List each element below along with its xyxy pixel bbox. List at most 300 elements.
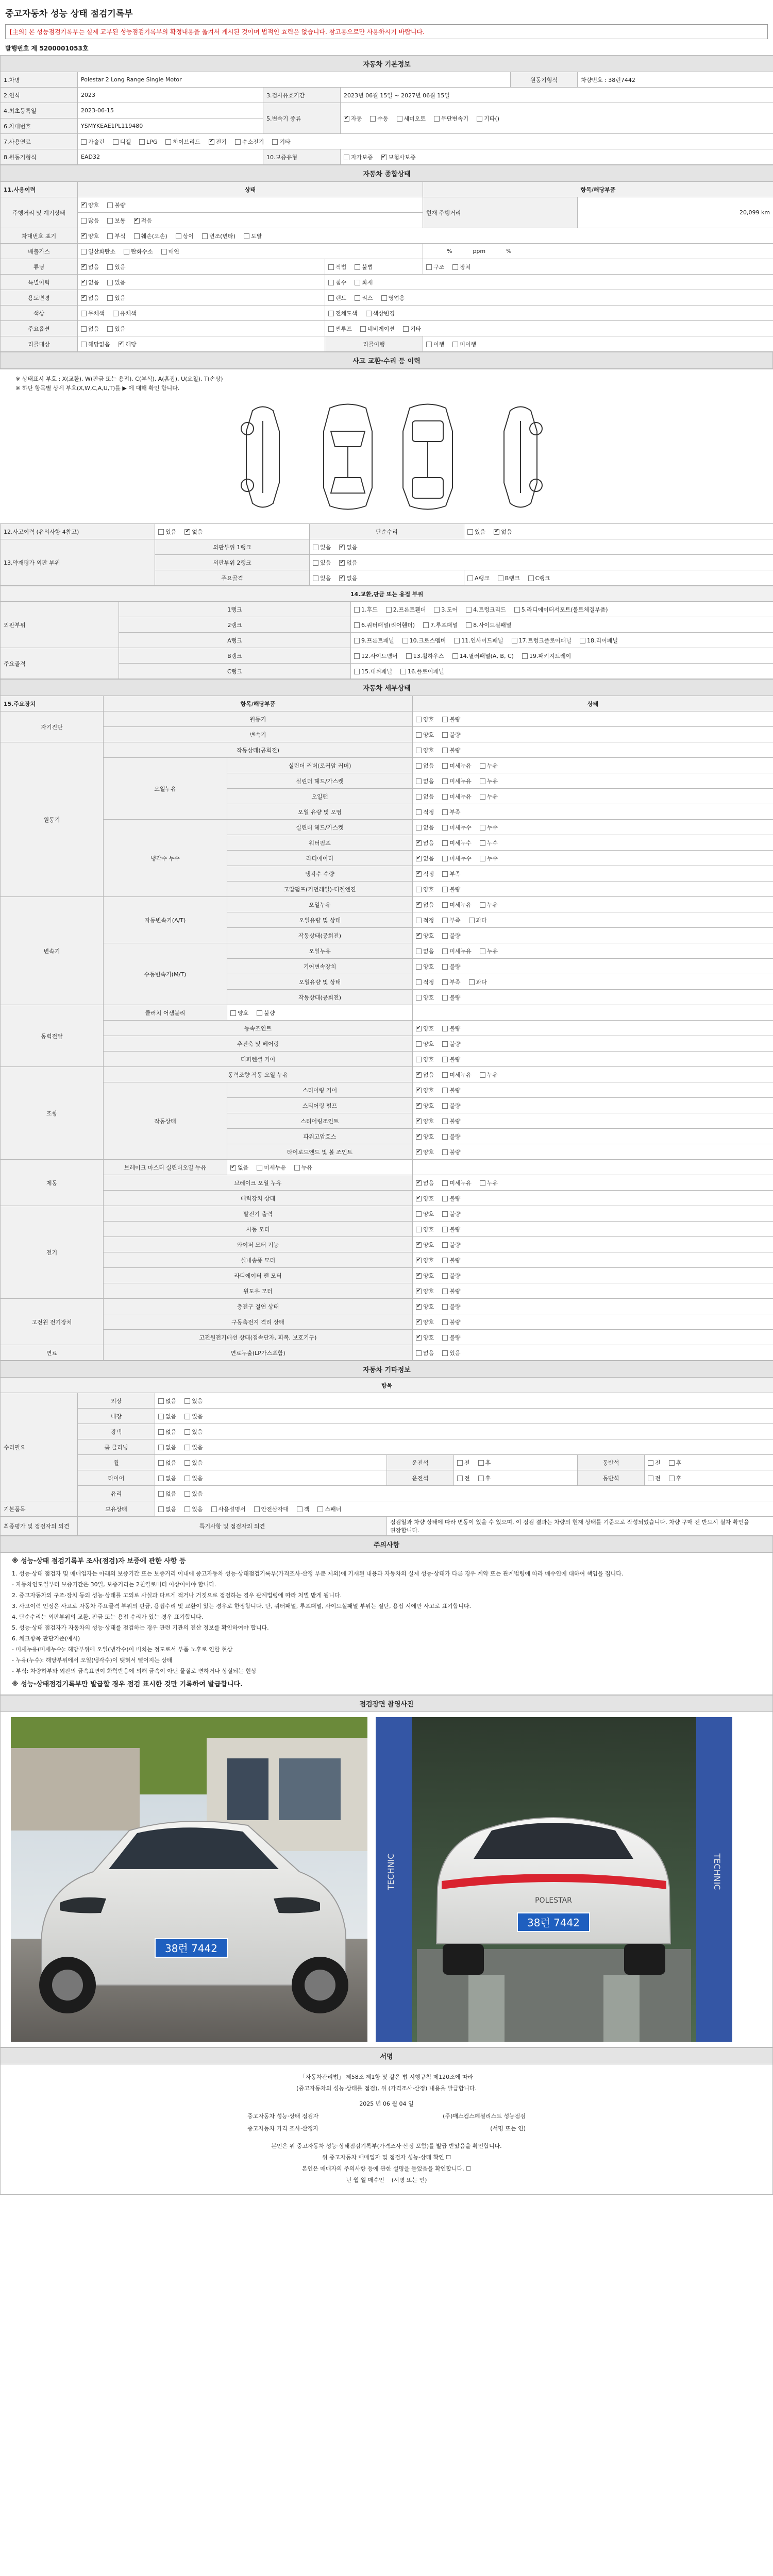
checkbox-empty-icon[interactable] <box>512 638 517 643</box>
checkbox-empty-icon[interactable] <box>480 856 485 861</box>
checkbox-option[interactable] <box>209 138 227 146</box>
checkbox-option[interactable] <box>158 1505 176 1513</box>
checkbox-empty-icon[interactable] <box>294 1165 300 1171</box>
checkbox-option[interactable] <box>184 1428 203 1436</box>
checkbox-option[interactable] <box>403 325 421 333</box>
checkbox-option[interactable] <box>416 1148 434 1156</box>
checkbox-empty-icon[interactable] <box>426 264 432 270</box>
checkbox-empty-icon[interactable] <box>254 1506 260 1512</box>
checkbox-checked-icon[interactable] <box>230 1165 236 1171</box>
checkbox-option[interactable] <box>158 1412 176 1420</box>
checkbox-option[interactable] <box>176 232 194 240</box>
checkbox-empty-icon[interactable] <box>158 529 164 535</box>
checkbox-empty-icon[interactable] <box>452 264 458 270</box>
checkbox-empty-icon[interactable] <box>124 249 129 255</box>
checkbox-empty-icon[interactable] <box>406 653 412 659</box>
checkbox-empty-icon[interactable] <box>328 295 334 301</box>
checkbox-option[interactable] <box>328 263 346 271</box>
checkbox-option[interactable] <box>442 1055 460 1063</box>
checkbox-empty-icon[interactable] <box>480 840 485 846</box>
checkbox-option[interactable] <box>442 746 460 754</box>
checkbox-option[interactable] <box>480 854 498 862</box>
checkbox-option[interactable] <box>512 636 572 645</box>
checkbox-empty-icon[interactable] <box>344 155 349 160</box>
checkbox-option[interactable] <box>328 309 358 317</box>
checkbox-empty-icon[interactable] <box>478 1476 484 1481</box>
checkbox-empty-icon[interactable] <box>480 902 485 908</box>
checkbox-empty-icon[interactable] <box>211 1506 217 1512</box>
checkbox-empty-icon[interactable] <box>469 918 475 923</box>
checkbox-option[interactable] <box>107 263 125 271</box>
checkbox-empty-icon[interactable] <box>416 825 422 831</box>
checkbox-option[interactable] <box>134 232 167 240</box>
checkbox-empty-icon[interactable] <box>81 326 87 332</box>
checkbox-empty-icon[interactable] <box>442 1273 448 1279</box>
checkbox-checked-icon[interactable] <box>416 1072 422 1078</box>
checkbox-option[interactable] <box>442 1071 472 1079</box>
checkbox-option[interactable] <box>416 1194 434 1202</box>
checkbox-checked-icon[interactable] <box>416 933 422 939</box>
checkbox-empty-icon[interactable] <box>480 778 485 784</box>
checkbox-empty-icon[interactable] <box>370 116 376 122</box>
checkbox-checked-icon[interactable] <box>494 529 499 535</box>
checkbox-checked-icon[interactable] <box>81 280 87 285</box>
checkbox-option[interactable] <box>416 1225 434 1233</box>
checkbox-empty-icon[interactable] <box>416 748 422 753</box>
checkbox-option[interactable] <box>480 761 498 770</box>
checkbox-option[interactable] <box>416 916 434 924</box>
checkbox-option[interactable] <box>480 823 498 832</box>
checkbox-option[interactable] <box>354 621 415 629</box>
checkbox-option[interactable] <box>454 636 503 645</box>
checkbox-empty-icon[interactable] <box>442 1149 448 1155</box>
checkbox-option[interactable] <box>442 1086 460 1094</box>
checkbox-checked-icon[interactable] <box>416 1242 422 1248</box>
checkbox-empty-icon[interactable] <box>161 249 167 255</box>
checkbox-option[interactable] <box>81 309 105 317</box>
checkbox-empty-icon[interactable] <box>442 1350 448 1356</box>
checkbox-option[interactable] <box>416 823 434 832</box>
checkbox-option[interactable] <box>184 1412 203 1420</box>
checkbox-option[interactable] <box>328 278 346 286</box>
checkbox-option[interactable] <box>514 605 608 614</box>
checkbox-empty-icon[interactable] <box>452 342 458 347</box>
checkbox-checked-icon[interactable] <box>416 1258 422 1263</box>
checkbox-empty-icon[interactable] <box>403 326 409 332</box>
checkbox-option[interactable] <box>134 216 152 225</box>
checkbox-option[interactable] <box>366 309 395 317</box>
checkbox-empty-icon[interactable] <box>442 1211 448 1217</box>
checkbox-empty-icon[interactable] <box>354 669 360 674</box>
checkbox-option[interactable] <box>416 1101 434 1110</box>
checkbox-option[interactable] <box>442 962 460 971</box>
checkbox-empty-icon[interactable] <box>442 794 448 800</box>
checkbox-option[interactable] <box>442 1333 460 1342</box>
checkbox-option[interactable] <box>257 1163 286 1172</box>
checkbox-option[interactable] <box>211 1505 246 1513</box>
checkbox-option[interactable] <box>648 1459 661 1467</box>
checkbox-checked-icon[interactable] <box>134 218 140 224</box>
checkbox-checked-icon[interactable] <box>184 529 190 535</box>
checkbox-option[interactable] <box>416 1318 434 1326</box>
checkbox-option[interactable] <box>158 1489 176 1498</box>
checkbox-option[interactable] <box>442 947 472 955</box>
checkbox-empty-icon[interactable] <box>416 1041 422 1047</box>
checkbox-empty-icon[interactable] <box>272 139 278 145</box>
checkbox-empty-icon[interactable] <box>442 979 448 985</box>
checkbox-checked-icon[interactable] <box>416 1103 422 1109</box>
checkbox-empty-icon[interactable] <box>107 202 113 208</box>
checkbox-option[interactable] <box>480 777 498 785</box>
checkbox-empty-icon[interactable] <box>442 763 448 769</box>
checkbox-empty-icon[interactable] <box>297 1506 303 1512</box>
checkbox-empty-icon[interactable] <box>648 1476 653 1481</box>
checkbox-checked-icon[interactable] <box>119 342 124 347</box>
checkbox-option[interactable] <box>184 1459 203 1467</box>
checkbox-empty-icon[interactable] <box>313 575 318 581</box>
checkbox-option[interactable] <box>669 1474 682 1482</box>
checkbox-option[interactable] <box>442 792 472 801</box>
checkbox-empty-icon[interactable] <box>467 529 473 535</box>
checkbox-checked-icon[interactable] <box>416 1149 422 1155</box>
confirm-checkbox-1[interactable]: 위 중고자동차 매매업자 및 점검자 성능·상태 확인 ☐ <box>322 2154 451 2161</box>
checkbox-empty-icon[interactable] <box>184 1476 190 1481</box>
checkbox-empty-icon[interactable] <box>480 1180 485 1186</box>
checkbox-empty-icon[interactable] <box>442 1304 448 1310</box>
checkbox-option[interactable] <box>235 138 264 146</box>
checkbox-empty-icon[interactable] <box>442 1227 448 1232</box>
checkbox-empty-icon[interactable] <box>442 1057 448 1062</box>
checkbox-empty-icon[interactable] <box>442 1242 448 1248</box>
checkbox-option[interactable] <box>313 558 331 567</box>
checkbox-option[interactable] <box>416 870 434 878</box>
checkbox-checked-icon[interactable] <box>416 1304 422 1310</box>
checkbox-empty-icon[interactable] <box>107 233 113 239</box>
checkbox-option[interactable] <box>442 823 472 832</box>
checkbox-option[interactable] <box>81 278 99 286</box>
checkbox-checked-icon[interactable] <box>209 139 214 145</box>
checkbox-option[interactable] <box>442 1225 460 1233</box>
checkbox-option[interactable] <box>442 1241 460 1249</box>
checkbox-option[interactable] <box>442 1179 472 1187</box>
checkbox-option[interactable] <box>354 636 394 645</box>
checkbox-empty-icon[interactable] <box>416 794 422 800</box>
checkbox-option[interactable] <box>477 114 499 123</box>
checkbox-option[interactable] <box>416 885 434 893</box>
checkbox-option[interactable] <box>478 1459 491 1467</box>
checkbox-empty-icon[interactable] <box>313 545 318 550</box>
checkbox-empty-icon[interactable] <box>354 622 360 628</box>
checkbox-option[interactable] <box>416 731 434 739</box>
checkbox-checked-icon[interactable] <box>81 233 87 239</box>
checkbox-empty-icon[interactable] <box>355 264 360 270</box>
checkbox-empty-icon[interactable] <box>184 1491 190 1497</box>
checkbox-empty-icon[interactable] <box>328 280 334 285</box>
checkbox-empty-icon[interactable] <box>107 326 113 332</box>
checkbox-empty-icon[interactable] <box>442 732 448 738</box>
checkbox-empty-icon[interactable] <box>477 116 482 122</box>
checkbox-checked-icon[interactable] <box>416 902 422 908</box>
checkbox-empty-icon[interactable] <box>165 139 171 145</box>
checkbox-empty-icon[interactable] <box>442 1289 448 1294</box>
checkbox-empty-icon[interactable] <box>184 1460 190 1466</box>
checkbox-option[interactable] <box>184 1489 203 1498</box>
checkbox-empty-icon[interactable] <box>442 1088 448 1093</box>
checkbox-empty-icon[interactable] <box>328 264 334 270</box>
checkbox-option[interactable] <box>381 153 416 161</box>
checkbox-empty-icon[interactable] <box>466 607 472 613</box>
checkbox-empty-icon[interactable] <box>158 1506 164 1512</box>
checkbox-empty-icon[interactable] <box>354 607 360 613</box>
checkbox-option[interactable] <box>81 138 105 146</box>
checkbox-empty-icon[interactable] <box>158 1491 164 1497</box>
checkbox-checked-icon[interactable] <box>344 116 349 122</box>
checkbox-option[interactable] <box>381 294 405 302</box>
checkbox-empty-icon[interactable] <box>442 1335 448 1341</box>
checkbox-empty-icon[interactable] <box>416 948 422 954</box>
checkbox-option[interactable] <box>416 1040 434 1048</box>
checkbox-empty-icon[interactable] <box>423 622 429 628</box>
checkbox-empty-icon[interactable] <box>158 1445 164 1450</box>
checkbox-option[interactable] <box>230 1009 248 1017</box>
checkbox-option[interactable] <box>416 1210 434 1218</box>
checkbox-checked-icon[interactable] <box>81 202 87 208</box>
checkbox-option[interactable] <box>184 1443 203 1451</box>
checkbox-option[interactable] <box>416 792 434 801</box>
checkbox-empty-icon[interactable] <box>442 948 448 954</box>
checkbox-empty-icon[interactable] <box>400 669 406 674</box>
checkbox-empty-icon[interactable] <box>480 763 485 769</box>
checkbox-empty-icon[interactable] <box>416 995 422 1001</box>
checkbox-option[interactable] <box>184 1474 203 1482</box>
checkbox-option[interactable] <box>158 1443 176 1451</box>
checkbox-option[interactable] <box>442 1194 460 1202</box>
checkbox-option[interactable] <box>469 978 487 986</box>
checkbox-option[interactable] <box>416 761 434 770</box>
checkbox-option[interactable] <box>400 667 444 675</box>
checkbox-empty-icon[interactable] <box>528 575 534 581</box>
checkbox-empty-icon[interactable] <box>230 1010 236 1016</box>
checkbox-empty-icon[interactable] <box>81 139 87 145</box>
checkbox-option[interactable] <box>480 1071 498 1079</box>
checkbox-empty-icon[interactable] <box>514 607 520 613</box>
checkbox-empty-icon[interactable] <box>457 1460 463 1466</box>
checkbox-option[interactable] <box>442 839 472 847</box>
checkbox-option[interactable] <box>313 543 331 551</box>
checkbox-option[interactable] <box>416 854 434 862</box>
checkbox-empty-icon[interactable] <box>442 964 448 970</box>
checkbox-option[interactable] <box>416 1349 434 1357</box>
checkbox-option[interactable] <box>397 114 426 123</box>
checkbox-option[interactable] <box>81 263 99 271</box>
checkbox-empty-icon[interactable] <box>442 1103 448 1109</box>
checkbox-empty-icon[interactable] <box>416 717 422 722</box>
checkbox-empty-icon[interactable] <box>257 1165 262 1171</box>
checkbox-option[interactable] <box>416 1055 434 1063</box>
checkbox-empty-icon[interactable] <box>442 748 448 753</box>
checkbox-option[interactable] <box>416 1302 434 1311</box>
checkbox-empty-icon[interactable] <box>81 249 87 255</box>
checkbox-option[interactable] <box>416 947 434 955</box>
checkbox-option[interactable] <box>257 1009 275 1017</box>
checkbox-empty-icon[interactable] <box>134 233 140 239</box>
checkbox-empty-icon[interactable] <box>442 933 448 939</box>
checkbox-empty-icon[interactable] <box>442 778 448 784</box>
checkbox-empty-icon[interactable] <box>416 964 422 970</box>
checkbox-empty-icon[interactable] <box>244 233 249 239</box>
checkbox-checked-icon[interactable] <box>416 871 422 877</box>
checkbox-option[interactable] <box>158 1397 176 1405</box>
checkbox-empty-icon[interactable] <box>158 1414 164 1419</box>
checkbox-option[interactable] <box>165 138 200 146</box>
checkbox-empty-icon[interactable] <box>442 871 448 877</box>
checkbox-option[interactable] <box>344 153 373 161</box>
checkbox-option[interactable] <box>442 1302 460 1311</box>
checkbox-empty-icon[interactable] <box>139 139 145 145</box>
checkbox-option[interactable] <box>272 138 290 146</box>
checkbox-empty-icon[interactable] <box>107 218 113 224</box>
checkbox-empty-icon[interactable] <box>416 887 422 892</box>
checkbox-empty-icon[interactable] <box>442 1118 448 1124</box>
checkbox-empty-icon[interactable] <box>184 1445 190 1450</box>
checkbox-option[interactable] <box>124 247 153 256</box>
checkbox-empty-icon[interactable] <box>386 607 392 613</box>
checkbox-option[interactable] <box>158 1428 176 1436</box>
checkbox-option[interactable] <box>457 1459 470 1467</box>
checkbox-empty-icon[interactable] <box>158 1429 164 1435</box>
checkbox-option[interactable] <box>442 885 460 893</box>
checkbox-checked-icon[interactable] <box>416 1273 422 1279</box>
checkbox-checked-icon[interactable] <box>339 575 345 581</box>
checkbox-option[interactable] <box>442 1101 460 1110</box>
checkbox-empty-icon[interactable] <box>202 233 208 239</box>
checkbox-option[interactable] <box>113 138 131 146</box>
checkbox-empty-icon[interactable] <box>416 918 422 923</box>
checkbox-empty-icon[interactable] <box>522 653 528 659</box>
checkbox-empty-icon[interactable] <box>416 732 422 738</box>
checkbox-empty-icon[interactable] <box>354 653 360 659</box>
checkbox-option[interactable] <box>313 574 331 582</box>
checkbox-option[interactable] <box>360 325 395 333</box>
checkbox-option[interactable] <box>442 1040 460 1048</box>
checkbox-empty-icon[interactable] <box>158 1460 164 1466</box>
checkbox-empty-icon[interactable] <box>469 979 475 985</box>
checkbox-option[interactable] <box>416 1132 434 1141</box>
checkbox-option[interactable] <box>466 605 506 614</box>
checkbox-option[interactable] <box>416 978 434 986</box>
checkbox-option[interactable] <box>416 1117 434 1125</box>
checkbox-empty-icon[interactable] <box>184 1398 190 1404</box>
checkbox-empty-icon[interactable] <box>107 280 113 285</box>
checkbox-empty-icon[interactable] <box>466 622 472 628</box>
checkbox-option[interactable] <box>81 201 99 209</box>
checkbox-option[interactable] <box>426 340 444 348</box>
checkbox-option[interactable] <box>230 1163 248 1172</box>
checkbox-option[interactable] <box>423 621 458 629</box>
checkbox-option[interactable] <box>81 232 99 240</box>
checkbox-empty-icon[interactable] <box>426 342 432 347</box>
checkbox-empty-icon[interactable] <box>81 311 87 316</box>
checkbox-option[interactable] <box>406 652 444 660</box>
checkbox-option[interactable] <box>669 1459 682 1467</box>
checkbox-empty-icon[interactable] <box>442 1196 448 1201</box>
checkbox-empty-icon[interactable] <box>454 638 460 643</box>
checkbox-option[interactable] <box>416 1241 434 1249</box>
checkbox-option[interactable] <box>416 1256 434 1264</box>
checkbox-option[interactable] <box>442 854 472 862</box>
checkbox-option[interactable] <box>442 1349 460 1357</box>
checkbox-option[interactable] <box>528 574 550 582</box>
checkbox-option[interactable] <box>370 114 388 123</box>
checkbox-option[interactable] <box>442 1287 460 1295</box>
checkbox-checked-icon[interactable] <box>416 1335 422 1341</box>
checkbox-option[interactable] <box>434 114 468 123</box>
checkbox-empty-icon[interactable] <box>397 116 402 122</box>
checkbox-checked-icon[interactable] <box>416 1289 422 1294</box>
checkbox-checked-icon[interactable] <box>416 840 422 846</box>
checkbox-checked-icon[interactable] <box>81 295 87 301</box>
checkbox-empty-icon[interactable] <box>107 264 113 270</box>
checkbox-option[interactable] <box>386 605 426 614</box>
checkbox-empty-icon[interactable] <box>113 311 119 316</box>
checkbox-empty-icon[interactable] <box>442 1026 448 1031</box>
checkbox-option[interactable] <box>81 216 99 225</box>
checkbox-option[interactable] <box>442 1024 460 1032</box>
checkbox-option[interactable] <box>452 263 470 271</box>
checkbox-empty-icon[interactable] <box>416 1211 422 1217</box>
checkbox-option[interactable] <box>416 1272 434 1280</box>
checkbox-empty-icon[interactable] <box>176 233 181 239</box>
checkbox-empty-icon[interactable] <box>416 809 422 815</box>
checkbox-empty-icon[interactable] <box>354 638 360 643</box>
checkbox-empty-icon[interactable] <box>480 794 485 800</box>
checkbox-option[interactable] <box>81 325 99 333</box>
checkbox-empty-icon[interactable] <box>452 653 458 659</box>
checkbox-empty-icon[interactable] <box>360 326 366 332</box>
checkbox-checked-icon[interactable] <box>339 545 345 550</box>
checkbox-empty-icon[interactable] <box>355 280 360 285</box>
checkbox-option[interactable] <box>202 232 236 240</box>
checkbox-empty-icon[interactable] <box>328 326 334 332</box>
checkbox-option[interactable] <box>442 777 472 785</box>
checkbox-option[interactable] <box>184 1505 203 1513</box>
checkbox-option[interactable] <box>81 247 115 256</box>
checkbox-option[interactable] <box>467 574 490 582</box>
checkbox-empty-icon[interactable] <box>457 1476 463 1481</box>
checkbox-empty-icon[interactable] <box>434 116 440 122</box>
checkbox-empty-icon[interactable] <box>313 560 318 566</box>
checkbox-option[interactable] <box>254 1505 289 1513</box>
checkbox-empty-icon[interactable] <box>580 638 585 643</box>
checkbox-option[interactable] <box>434 605 458 614</box>
checkbox-empty-icon[interactable] <box>416 763 422 769</box>
checkbox-empty-icon[interactable] <box>158 1398 164 1404</box>
checkbox-option[interactable] <box>113 309 137 317</box>
checkbox-option[interactable] <box>416 1287 434 1295</box>
checkbox-option[interactable] <box>442 808 460 816</box>
checkbox-empty-icon[interactable] <box>366 311 372 316</box>
checkbox-option[interactable] <box>648 1474 661 1482</box>
checkbox-empty-icon[interactable] <box>467 575 473 581</box>
checkbox-checked-icon[interactable] <box>416 856 422 861</box>
checkbox-option[interactable] <box>317 1505 341 1513</box>
checkbox-checked-icon[interactable] <box>416 1134 422 1140</box>
checkbox-option[interactable] <box>355 294 373 302</box>
checkbox-empty-icon[interactable] <box>184 1506 190 1512</box>
checkbox-option[interactable] <box>328 294 346 302</box>
checkbox-empty-icon[interactable] <box>478 1460 484 1466</box>
checkbox-option[interactable] <box>297 1505 310 1513</box>
